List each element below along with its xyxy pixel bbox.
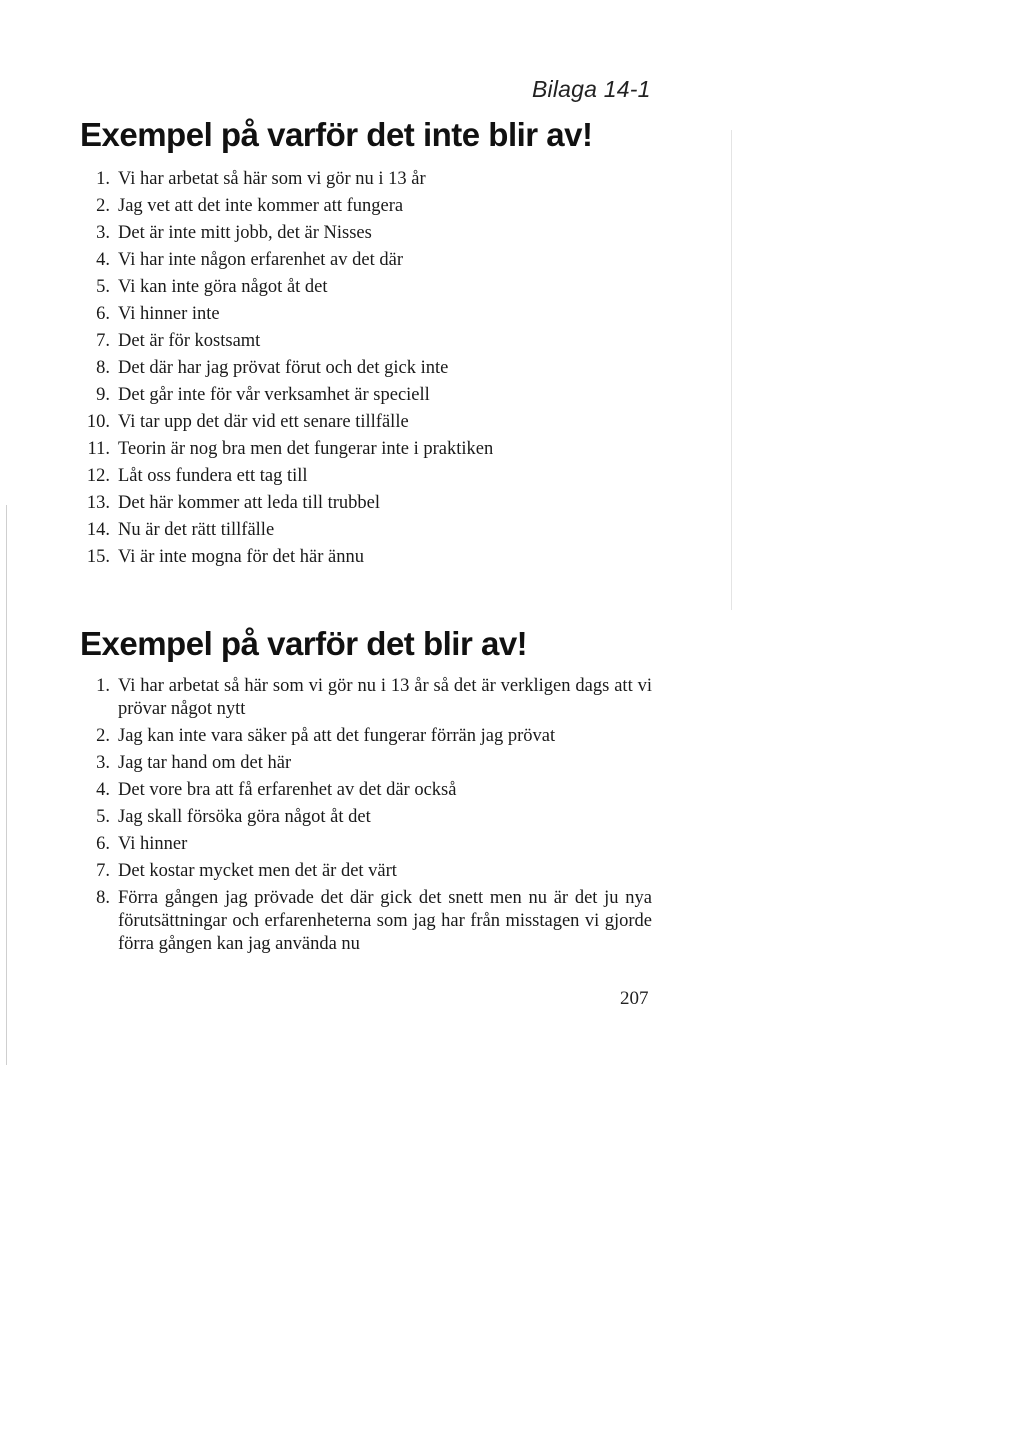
item-text: Nu är det rätt tillfälle bbox=[118, 520, 275, 540]
item-text: Vi hinner inte bbox=[118, 304, 220, 324]
item-number: 6. bbox=[96, 834, 110, 854]
item-number: 8. bbox=[96, 888, 110, 908]
list-item bbox=[80, 752, 680, 775]
appendix-label: Bilaga 14-1 bbox=[532, 76, 651, 102]
item-text: Vi tar upp det där vid ett senare tillfälle bbox=[118, 412, 409, 432]
item-number: 13. bbox=[86, 493, 110, 513]
list-item bbox=[80, 675, 680, 721]
item-text: Det är för kostsamt bbox=[118, 331, 261, 351]
item-number: 3. bbox=[96, 753, 110, 773]
item-text: Förra gången jag prövade det där gick det snett men nu är det ju nya förutsättningar och erfarenheterna som jag har från misstagen vi gjorde förra gången kan jag använda nu bbox=[118, 888, 652, 954]
item-text: Det där har jag prövat förut och det gick inte bbox=[118, 358, 449, 378]
item-text: Teorin är nog bra men det fungerar inte i praktiken bbox=[118, 439, 494, 459]
scan-edge-right bbox=[731, 130, 732, 610]
list-item bbox=[80, 544, 680, 571]
item-text: Vi har arbetat så här som vi gör nu i 13 år så det är verkligen dags att vi prövar något nytt bbox=[118, 676, 652, 719]
list-item bbox=[80, 490, 680, 517]
item-text: Det vore bra att få erfarenhet av det där också bbox=[118, 780, 457, 800]
item-number: 4. bbox=[96, 780, 110, 800]
list-item bbox=[80, 436, 680, 463]
item-text: Vi kan inte göra något åt det bbox=[118, 277, 328, 297]
item-number: 12. bbox=[86, 466, 110, 486]
item-number: 7. bbox=[96, 861, 110, 881]
reasons-list-not-happening bbox=[80, 166, 680, 571]
item-number: 3. bbox=[96, 223, 110, 243]
item-number: 10. bbox=[86, 412, 110, 432]
item-text: Låt oss fundera ett tag till bbox=[118, 466, 308, 486]
list-item bbox=[80, 833, 680, 856]
list-item bbox=[80, 887, 680, 956]
item-text: Vi har inte någon erfarenhet av det där bbox=[118, 250, 403, 270]
list-item bbox=[80, 355, 680, 382]
item-text: Jag vet att det inte kommer att fungera bbox=[118, 196, 404, 216]
item-number: 2. bbox=[96, 726, 110, 746]
item-number: 9. bbox=[96, 385, 110, 405]
section-heading-happening: Exempel på varför det blir av! bbox=[80, 625, 528, 662]
item-text: Det går inte för vår verksamhet är speciell bbox=[118, 385, 430, 405]
item-number: 14. bbox=[86, 520, 110, 540]
item-text: Jag skall försöka göra något åt det bbox=[118, 807, 371, 827]
scan-edge-left bbox=[6, 505, 7, 1065]
item-number: 6. bbox=[96, 304, 110, 324]
list-item bbox=[80, 779, 680, 802]
item-text: Det här kommer att leda till trubbel bbox=[118, 493, 380, 513]
item-number: 8. bbox=[96, 358, 110, 378]
list-item bbox=[80, 166, 680, 193]
item-text: Jag tar hand om det här bbox=[118, 753, 292, 773]
item-text: Vi hinner bbox=[118, 834, 188, 854]
list-item bbox=[80, 274, 680, 301]
list-item bbox=[80, 463, 680, 490]
list-item bbox=[80, 301, 680, 328]
list-item bbox=[80, 328, 680, 355]
reasons-list-happening bbox=[80, 675, 680, 960]
item-number: 5. bbox=[96, 277, 110, 297]
list-item bbox=[80, 193, 680, 220]
list-item bbox=[80, 409, 680, 436]
list-item bbox=[80, 220, 680, 247]
item-number: 15. bbox=[86, 547, 110, 567]
section-heading-not-happening: Exempel på varför det inte blir av! bbox=[80, 116, 593, 153]
page-number: 207 bbox=[620, 988, 649, 1009]
item-number: 7. bbox=[96, 331, 110, 351]
item-text: Jag kan inte vara säker på att det fungerar förrän jag prövat bbox=[118, 726, 556, 746]
item-text: Vi är inte mogna för det här ännu bbox=[118, 547, 364, 567]
item-number: 1. bbox=[96, 169, 110, 189]
list-item bbox=[80, 382, 680, 409]
list-item bbox=[80, 725, 680, 748]
item-text: Det är inte mitt jobb, det är Nisses bbox=[118, 223, 372, 243]
item-text: Vi har arbetat så här som vi gör nu i 13 år bbox=[118, 169, 426, 189]
item-number: 5. bbox=[96, 807, 110, 827]
item-text: Det kostar mycket men det är det värt bbox=[118, 861, 397, 881]
item-number: 11. bbox=[87, 439, 110, 459]
item-number: 1. bbox=[96, 676, 110, 696]
item-number: 2. bbox=[96, 196, 110, 216]
item-number: 4. bbox=[96, 250, 110, 270]
list-item bbox=[80, 517, 680, 544]
list-item bbox=[80, 247, 680, 274]
list-item bbox=[80, 806, 680, 829]
list-item bbox=[80, 860, 680, 883]
